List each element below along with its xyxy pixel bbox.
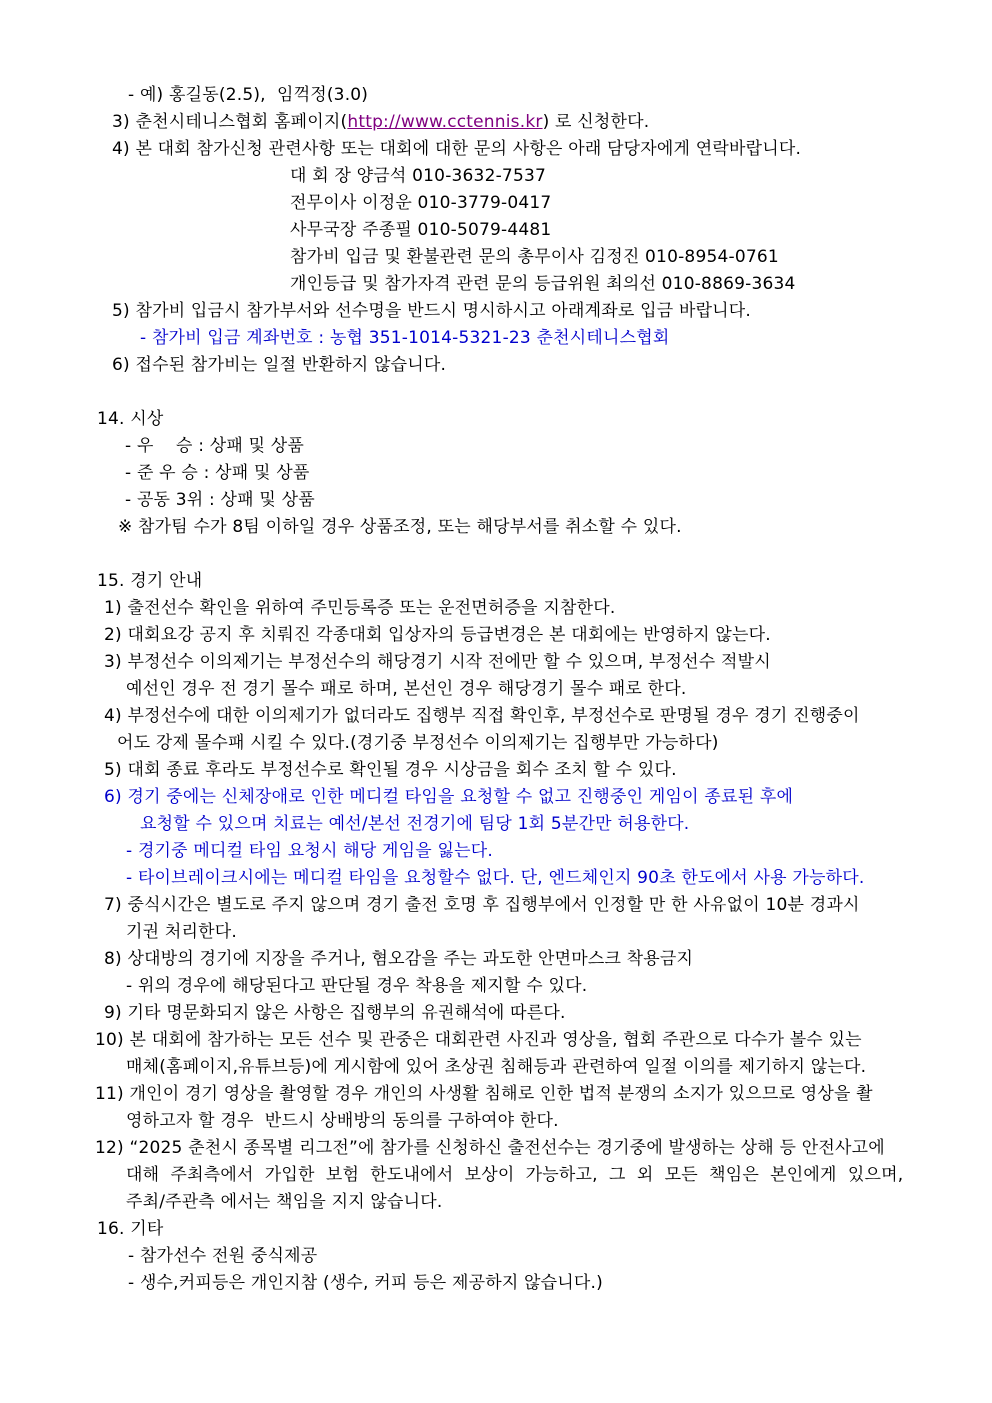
text-line: 기권 처리한다. [126,922,237,942]
text-line: - 경기중 메디컬 타임 요청시 해당 게임을 잃는다. [126,841,493,861]
text-line: - 생수,커피등은 개인지참 (생수, 커피 등은 제공하지 않습니다.) [128,1273,603,1293]
text-line: - 타이브레이크시에는 메디컬 타임을 요청할수 없다. 단, 엔드체인지 90초 한도에서 사용 가능하다. [126,868,865,888]
text-line: 9) 기타 명문화되지 않은 사항은 집행부의 유권해석에 따른다. [104,1003,566,1023]
text-line: 어도 강제 몰수패 시킬 수 있다.(경기중 부정선수 이의제기는 집행부만 가능하다) [117,733,719,753]
contact-line: 참가비 입금 및 환불관련 문의 총무이사 김정진 010-8954-0761 [290,247,779,267]
text-line: 3) 부정선수 이의제기는 부정선수의 해당경기 시작 전에만 할 수 있으며, 부정선수 적발시 [104,652,771,672]
text-line: 8) 상대방의 경기에 지장을 주거나, 혐오감을 주는 과도한 안면마스크 착용금지 [104,949,694,969]
blank-line [0,541,992,568]
text-line: 7) 중식시간은 별도로 주지 않으며 경기 출전 호명 후 집행부에서 인정할 만 한 사유없이 10분 경과시 [104,895,860,915]
contact-line: 대 회 장 양금석 010-3632-7537 [290,166,546,186]
text-line: - 위의 경우에 해당된다고 판단될 경우 착용을 제지할 수 있다. [126,976,588,996]
text-line: 요청할 수 있으며 치료는 예선/본선 전경기에 팀당 1회 5분간만 허용한다. [140,814,690,834]
text-line: - 예) 홍길동(2.5), 임꺽정(3.0) [128,85,369,105]
text-line: 대해 주최측에서 가입한 보험 한도내에서 보상이 가능하고, 그 외 모든 책임은 본인에게 있으며, [126,1165,904,1185]
text-line: ※ 참가팀 수가 8팀 이하일 경우 상품조정, 또는 해당부서를 취소할 수 있다. [118,517,682,537]
text-segment: 3) 춘천시테니스협회 홈페이지( [112,112,348,132]
text-line: - 우 승 : 상패 및 상품 [125,436,305,456]
text-line: 영하고자 할 경우 반드시 상배방의 동의를 구하여야 한다. [126,1111,559,1131]
text-line: 4) 본 대회 참가신청 관련사항 또는 대회에 대한 문의 사항은 아래 담당자에게 연락바랍니다. [112,139,802,159]
account-number-line: - 참가비 입금 계좌번호 : 농협 351-1014-5321-23 춘천시테니스협회 [140,328,670,348]
contact-line: 전무이사 이정운 010-3779-0417 [290,193,552,213]
text-line: 10) 본 대회에 참가하는 모든 선수 및 관중은 대회관련 사진과 영상을, 협회 주관으로 다수가 볼수 있는 [95,1030,862,1050]
contact-line: 사무국장 주종필 010-5079-4481 [290,220,552,240]
section-heading-14: 14. 시상 [97,409,164,429]
text-segment: ) 로 신청한다. [542,112,650,132]
text-line: 4) 부정선수에 대한 이의제기가 없더라도 집행부 직접 확인후, 부정선수로 판명될 경우 경기 진행중이 [104,706,860,726]
text-line: - 참가선수 전원 중식제공 [128,1246,318,1266]
text-line: 12) “2025 춘천시 종목별 리그전”에 참가를 신청하신 출전선수는 경기중에 발생하는 상해 등 안전사고에 [95,1138,885,1158]
section-heading-16: 16. 기타 [97,1219,164,1239]
text-line: - 공동 3위 : 상패 및 상품 [125,490,315,510]
text-line: 주최/주관측 에서는 책임을 지지 않습니다. [126,1192,443,1212]
blank-line [0,379,992,406]
text-line: 5) 대회 종료 후라도 부정선수로 확인될 경우 시상금을 회수 조치 할 수 있다. [104,760,677,780]
text-line: 5) 참가비 입금시 참가부서와 선수명을 반드시 명시하시고 아래계좌로 입금 바랍니다. [112,301,752,321]
text-line: 6) 경기 중에는 신체장애로 인한 메디컬 타임을 요청할 수 없고 진행중인 게임이 종료된 후에 [104,787,794,807]
text-line: 예선인 경우 전 경기 몰수 패로 하며, 본선인 경우 해당경기 몰수 패로 한다. [126,679,687,699]
text-line: 6) 접수된 참가비는 일절 반환하지 않습니다. [112,355,447,375]
contact-line: 개인등급 및 참가자격 관련 문의 등급위원 최의선 010-8869-3634 [290,274,796,294]
text-line: 2) 대회요강 공지 후 치뤄진 각종대회 입상자의 등급변경은 본 대회에는 반영하지 않는다. [104,625,771,645]
cctennis-homepage-link[interactable]: http://www.cctennis.kr [347,112,543,132]
text-line: 11) 개인이 경기 영상을 촬영할 경우 개인의 사생활 침해로 인한 법적 분쟁의 소지가 있으므로 영상을 촬 [95,1084,873,1104]
homepage-line [0,109,992,136]
text-line: - 준 우 승 : 상패 및 상품 [125,463,310,483]
text-line: 매체(홈페이지,유튜브등)에 게시함에 있어 초상권 침해등과 관련하여 일절 이의를 제기하지 않는다. [126,1057,867,1077]
text-line: 1) 출전선수 확인을 위하여 주민등록증 또는 운전면허증을 지참한다. [104,598,616,618]
section-heading-15: 15. 경기 안내 [97,571,203,591]
